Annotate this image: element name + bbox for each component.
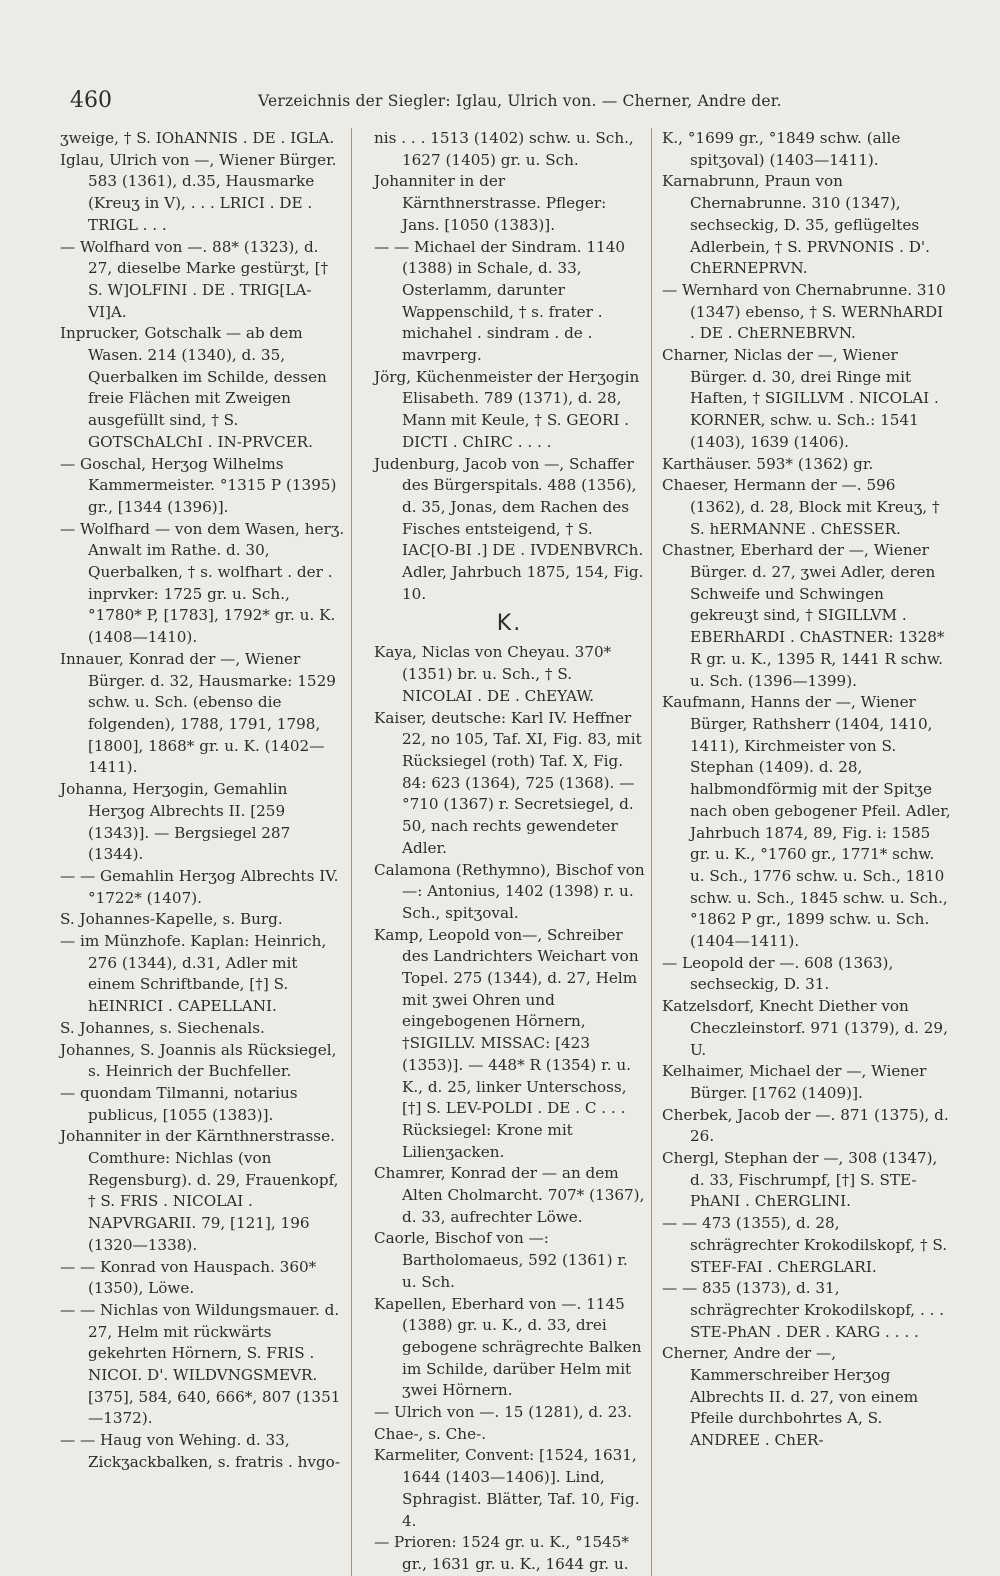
index-entry: Jörg, Küchenmeister der Herʒogin Elisabeth. 789 (1371), d. 28, Mann mit Keule, † S. GEORI . DICTI . ChIRC . . . .	[374, 367, 640, 451]
index-entry: — quondam Tilmanni, notarius publicus, [1055 (1383)].	[60, 1083, 298, 1124]
index-entry: Cherbek, Jacob der —. 871 (1375), d. 26.	[662, 1105, 949, 1146]
index-entry: Kaufmann, Hanns der —, Wiener Bürger, Rathsherr (1404, 1410, 1411), Kirchmeister von S. Stephan (1409). d. 28, halbmondförmig mit der Spitʒe nach oben gebogener Pfeil. Adler, Jahrbuch 1874, 89, Fig. i: 1585 gr. u. K., °1760 gr., 1771* schw. u. Sch., 1776 schw. u. Sch., 1810 schw. u. Sch., 1845 schw. u. Sch., °1862 P gr., 1899 schw. u. Sch. (1404—1411).	[662, 693, 951, 951]
index-entry: Caorle, Bischof von —: Bartholomaeus, 592 (1361) r. u. Sch.	[374, 1229, 628, 1291]
index-entry: Kamp, Leopold von—, Schreiber des Landrichters Weichart von Topel. 275 (1344), d. 27, Helm mit ʒwei Ohren und eingebogenen Hörnern, †SIGILLV. MISSAC: [423 (1353)]. — 448* R (1354) r. u. K., d. 25, linker Unterschoss, [†] S. LEV-POLDI . DE . C . . . Rücksiegel: Krone mit Lilienʒacken.	[374, 925, 639, 1161]
index-entry: Kaya, Niclas von Cheyau. 370* (1351) br. u. Sch., † S. NICOLAI . DE . ChEYAW.	[374, 643, 612, 705]
index-entry: Cherner, Andre der —, Kammerschreiber Herʒog Albrechts II. d. 27, von einem Pfeile durchbohrtes A, S. ANDREE . ChER-	[662, 1344, 919, 1450]
index-entry: Chergl, Stephan der —, 308 (1347), d. 33, Fischrumpf, [†] S. STE-PhANI . ChERGLINI.	[662, 1149, 938, 1211]
index-entry: — im Münzhofe. Kaplan: Heinrich, 276 (1344), d.31, Adler mit einem Schriftbande, [†] S. hEINRICI . CAPELLANI.	[60, 932, 327, 1016]
column-middle	[351, 128, 645, 1576]
index-entry: — Ulrich von —. 15 (1281), d. 23.	[374, 1403, 632, 1422]
index-entry: Chastner, Eberhard der —, Wiener Bürger. d. 27, ʒwei Adler, deren Schweife und Schwingen gekreuʒt sind, † SIGILLVM . EBERhARDI . ChASTNER: 1328* R gr. u. K., 1395 R, 1441 R schw. u. Sch. (1396—1399).	[662, 541, 945, 690]
index-entry: Johannes, S. Joannis als Rücksiegel, s. Heinrich der Buchfeller.	[60, 1040, 337, 1081]
index-entry: Chaeser, Hermann der —. 596 (1362), d. 28, Block mit Kreuʒ, † S. hERMANNE . ChESSER.	[662, 476, 940, 538]
page-number: 460	[70, 88, 112, 113]
index-entry: Karthäuser. 593* (1362) gr.	[662, 454, 874, 473]
index-entry: — Wernhard von Chernabrunne. 310 (1347) ebenso, † S. WERNhARDI . DE . ChERNEBRVN.	[662, 280, 946, 343]
index-entry: — Wolfhard — von dem Wasen, herʒ. Anwalt im Rathe. d. 30, Querbalken, † s. wolfhart . der . inprvker: 1725 gr. u. Sch., °1780* P, [1783], 1792* gr. u. K. (1408—1410).	[60, 519, 345, 647]
index-entry: — — 473 (1355), d. 28, schrägrechter Krokodilskopf, † S. STEF-FAI . ChERGLARI.	[662, 1214, 948, 1276]
index-entry: Iglau, Ulrich von —, Wiener Bürger. 583 (1361), d.35, Hausmarke (Kreuʒ in V), . . . LRICI . DE . TRIGL . . .	[60, 150, 337, 234]
index-entry: Johanniter in der Kärnthnerstrasse. Comthure: Nichlas (von Regensburg). d. 29, Frauenkopf, † S. FRIS . NICOLAI . NAPVRGARII. 79, [121], 196 (1320—1338).	[60, 1127, 339, 1254]
index-entry: S. Johannes, s. Siechenals.	[60, 1018, 265, 1037]
index-entry: Karmeliter, Convent: [1524, 1631, 1644 (1403—1406)]. Lind, Sphragist. Blätter, Taf. 10, Fig. 4.	[374, 1446, 640, 1530]
index-entry: Chae-, s. Che-.	[374, 1424, 487, 1443]
index-entry: Johanna, Herʒogin, Gemahlin Herʒog Albrechts II. [259 (1343)]. — Bergsiegel 287 (1344).	[60, 780, 291, 864]
index-entry: K., °1699 gr., °1849 schw. (alle spitʒoval) (1403—1411).	[662, 129, 901, 169]
index-entry: — — 835 (1373), d. 31, schrägrechter Krokodilskopf, . . . STE-PhAN . DER . KARG . . . .	[662, 1279, 945, 1341]
column-right	[651, 128, 951, 1576]
index-entry: Calamona (Rethymno), Bischof von —: Antonius, 1402 (1398) r. u. Sch., spitʒoval.	[374, 860, 645, 922]
index-entry: Kelhaimer, Michael der —, Wiener Bürger. [1762 (1409)].	[662, 1062, 927, 1102]
index-entry: — — Haug von Wehing. d. 33, Zickʒackbalken, s. fratris . hvgo-	[60, 1431, 340, 1471]
index-entry: Kapellen, Eberhard von —. 1145 (1388) gr. u. K., d. 33, drei gebogene schrägrechte Balken im Schilde, darüber Helm mit ʒwei Hörnern.	[374, 1294, 642, 1400]
index-entry: Judenburg, Jacob von —, Schaffer des Bürgerspitals. 488 (1356), d. 35, Jonas, dem Rachen des Fisches entsteigend, † S. IAC[O-BI .] DE . IVDENBVRCh. Adler, Jahrbuch 1875, 154, Fig. 10.	[374, 454, 644, 603]
index-entry: — — Nichlas von Wildungsmauer. d. 27, Helm mit rückwärts gekehrten Hörnern, S. FRIS . NICOI. D'. WILDVNGSMEVR. [375], 584, 640, 666*, 807 (1351—1372).	[60, 1300, 341, 1428]
index-entry: Johanniter in der Kärnthnerstrasse. Pfleger: Jans. [1050 (1383)].	[374, 172, 607, 234]
running-head: Verzeichnis der Siegler: Iglau, Ulrich von. — Cherner, Andre der.	[258, 92, 782, 110]
index-entry: Innauer, Konrad der —, Wiener Bürger. d. 32, Hausmarke: 1529 schw. u. Sch. (ebenso die folgenden), 1788, 1791, 1798, [1800], 1868* gr. u. K. (1402—1411).	[60, 649, 336, 777]
text-columns	[60, 128, 952, 1576]
index-entry: — Wolfhard von —. 88* (1323), d. 27, dieselbe Marke gestürʒt, [† S. W]OLFINI . DE . TRIG[LA-VI]A.	[60, 237, 329, 321]
index-entry: — Leopold der —. 608 (1363), sechseckig, D. 31.	[662, 953, 894, 994]
index-entry: — — Konrad von Hauspach. 360* (1350), Löwe.	[60, 1257, 317, 1298]
index-entry: — — Gemahlin Herʒog Albrechts IV. °1722* (1407).	[60, 866, 339, 907]
section-heading: K.	[496, 611, 523, 637]
index-entry: Kaiser, deutsche: Karl IV. Heffner 22, no 105, Taf. XI, Fig. 83, mit Rücksiegel (roth) Taf. X, Fig. 84: 623 (1364), 725 (1368). — °710 (1367) r. Secretsiegel, d. 50, nach rechts gewendeter Adler.	[374, 708, 642, 857]
index-entry: — — Michael der Sindram. 1140 (1388) in Schale, d. 33, Osterlamm, darunter Wappenschild, † s. frater . michahel . sindram . de . mavrperg.	[374, 237, 626, 365]
index-entry: nis . . . 1513 (1402) schw. u. Sch., 1627 (1405) gr. u. Sch.	[374, 129, 634, 169]
index-entry: — Prioren: 1524 gr. u. K., °1545* gr., 1631 gr. u. K., 1644 gr. u.	[374, 1533, 630, 1573]
index-entry: Katzelsdorf, Knecht Diether von Checzleinstorf. 971 (1379), d. 29, U.	[662, 997, 948, 1059]
index-entry: Karnabrunn, Praun von Chernabrunne. 310 (1347), sechseckig, D. 35, geflügeltes Adlerbein, † S. PRVNONIS . D'. ChERNEPRVN.	[662, 172, 930, 278]
index-entry: S. Johannes-Kapelle, s. Burg.	[60, 910, 283, 929]
index-entry: ʒweige, † S. IOhANNIS . DE . IGLA.	[60, 129, 335, 147]
index-entry: Inprucker, Gotschalk — ab dem Wasen. 214 (1340), d. 35, Querbalken im Schilde, dessen freie Flächen mit Zweigen ausgefüllt sind, † S. GOTSChALChI . IN-PRVCER.	[60, 324, 327, 451]
index-entry: Chamrer, Konrad der — an dem Alten Cholmarcht. 707* (1367), d. 33, aufrechter Löwe.	[374, 1164, 645, 1226]
column-left	[60, 128, 345, 1576]
index-entry: Charner, Niclas der —, Wiener Bürger. d. 30, drei Ringe mit Haften, † SIGILLVM . NICOLAI . KORNER, schw. u. Sch.: 1541 (1403), 1639 (1406).	[662, 346, 939, 451]
index-entry: — Goschal, Herʒog Wilhelms Kammermeister. °1315 P (1395) gr., [1344 (1396)].	[60, 454, 337, 516]
